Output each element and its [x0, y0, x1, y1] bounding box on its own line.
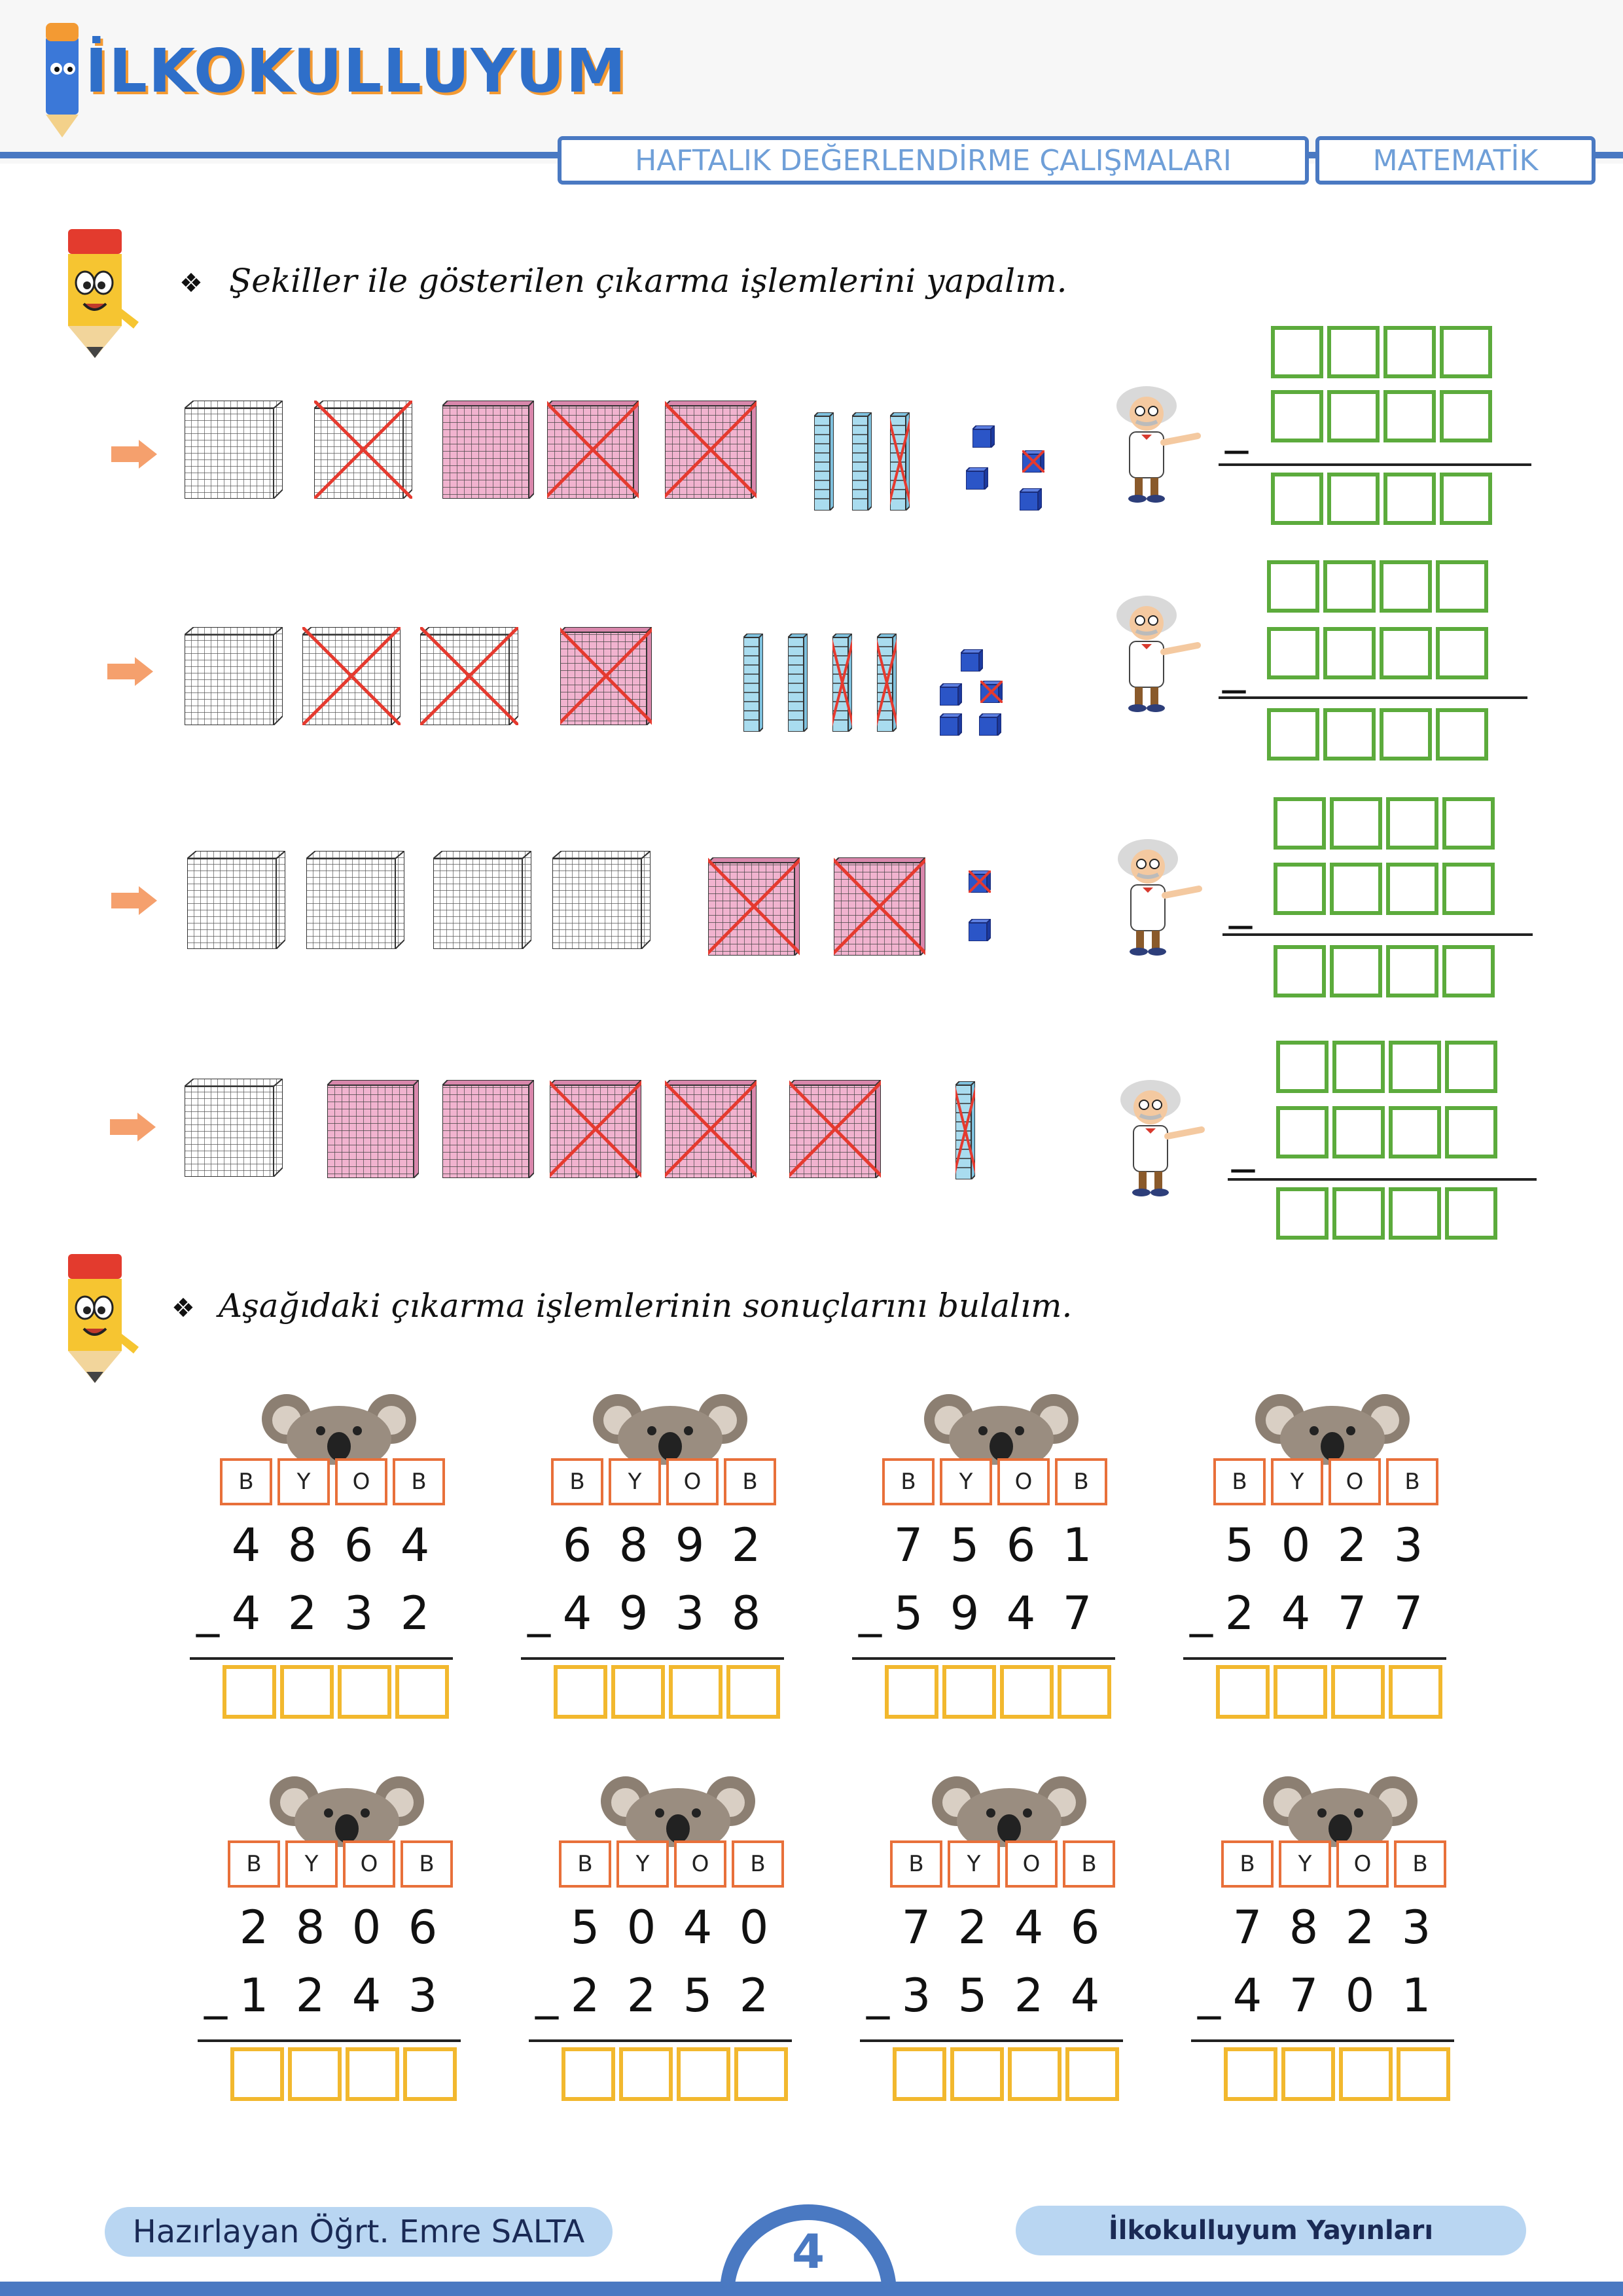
minuend-digit: 2	[1345, 1901, 1375, 1954]
subtraction-line	[198, 2039, 461, 2042]
thousand-cube-crossed	[420, 627, 518, 728]
subtraction-line	[1228, 1178, 1537, 1181]
result-answer-box[interactable]	[554, 1665, 607, 1719]
subtrahend-digit: 5	[957, 1969, 988, 2022]
unit-cube-crossed	[1022, 450, 1044, 475]
result-answer-box[interactable]	[1389, 1665, 1442, 1719]
subtrahend-digit: 7	[1337, 1587, 1367, 1640]
subtrahend-digit: 2	[287, 1587, 317, 1640]
place-value-label: B	[393, 1458, 445, 1505]
result-answer-box[interactable]	[1065, 2047, 1119, 2101]
result-answer-box[interactable]	[1330, 945, 1382, 997]
thousand-cube-crossed	[302, 627, 401, 728]
place-value-label: B	[559, 1840, 611, 1888]
ten-rod	[743, 634, 763, 734]
subtrahend-digit: 5	[683, 1969, 713, 2022]
minuend-digit: 2	[1337, 1518, 1367, 1572]
instruction-1: Şekiller ile gösterilen çıkarma işlemlerini yapalım.	[229, 262, 1067, 300]
subtrahend-answer-box[interactable]	[1332, 1106, 1385, 1158]
place-value-label: O	[674, 1840, 726, 1888]
ten-rod-crossed	[890, 412, 910, 513]
result-answer-box[interactable]	[1058, 1665, 1111, 1719]
minuend-digit: 1	[1062, 1518, 1092, 1572]
minuend-answer-box[interactable]	[1445, 1041, 1497, 1093]
instruction-2: Aşağıdaki çıkarma işlemlerinin sonuçlarını bulalım.	[219, 1287, 1073, 1325]
bullet-diamond-icon: ❖	[171, 1293, 195, 1323]
place-value-label: O	[335, 1458, 387, 1505]
place-value-label: B	[1055, 1458, 1107, 1505]
minus-sign: _	[859, 1584, 882, 1638]
subtrahend-digit: 3	[675, 1587, 705, 1640]
place-value-label: B	[1063, 1840, 1115, 1888]
subtrahend-digit: 4	[231, 1587, 261, 1640]
subtrahend-digit: 4	[562, 1587, 592, 1640]
pencil-mascot-icon	[60, 224, 145, 361]
hundred-flat-crossed	[560, 627, 652, 728]
result-answer-box[interactable]	[1274, 1665, 1327, 1719]
result-answer-box[interactable]	[1331, 1665, 1385, 1719]
arrow-right-icon	[107, 657, 153, 686]
publisher-label: İlkokulluyum Yayınları	[1016, 2206, 1526, 2255]
minuend-digit: 6	[562, 1518, 592, 1572]
minus-sign: _	[1198, 1966, 1221, 2020]
hundred-flat-crossed	[789, 1080, 881, 1181]
subtrahend-answer-box[interactable]	[1327, 390, 1380, 442]
place-value-label: B	[551, 1458, 603, 1505]
minuend-answer-box[interactable]	[1440, 326, 1492, 378]
result-answer-box[interactable]	[1323, 708, 1376, 761]
arrow-right-icon	[111, 886, 157, 915]
minuend-answer-box[interactable]	[1332, 1041, 1385, 1093]
subtrahend-digit: 4	[1281, 1587, 1311, 1640]
minuend-digit: 8	[618, 1518, 649, 1572]
subtraction-line	[852, 1657, 1115, 1660]
minuend-answer-box[interactable]	[1442, 797, 1495, 850]
minuend-digit: 0	[1281, 1518, 1311, 1572]
place-value-label: O	[1005, 1840, 1058, 1888]
place-value-label: B	[724, 1458, 776, 1505]
page-number: 4	[791, 2224, 825, 2279]
place-value-label: Y	[616, 1840, 669, 1888]
brand-logo: İLKOKULLUYUM	[85, 36, 628, 106]
minus-sign: _	[1225, 401, 1248, 454]
subtraction-line	[1191, 2039, 1454, 2042]
koala-icon	[1254, 1393, 1411, 1465]
ten-rod-crossed	[832, 634, 852, 734]
result-answer-box[interactable]	[1445, 1187, 1497, 1240]
subtrahend-answer-box[interactable]	[1389, 1106, 1441, 1158]
pencil-mascot-icon	[60, 1249, 145, 1386]
subtrahend-digit: 7	[1062, 1587, 1092, 1640]
minuend-digit: 0	[351, 1901, 382, 1954]
result-answer-box[interactable]	[1327, 473, 1380, 525]
thousand-cube	[552, 851, 651, 952]
result-answer-box[interactable]	[1442, 945, 1495, 997]
minuend-digit: 3	[1401, 1901, 1431, 1954]
result-answer-box[interactable]	[1386, 945, 1438, 997]
result-answer-box[interactable]	[726, 1665, 780, 1719]
minuend-answer-box[interactable]	[1267, 560, 1319, 613]
result-answer-box[interactable]	[669, 1665, 722, 1719]
result-answer-box[interactable]	[346, 2047, 399, 2101]
place-value-label: B	[1213, 1458, 1266, 1505]
minuend-answer-box[interactable]	[1330, 797, 1382, 850]
subtraction-line	[860, 2039, 1123, 2042]
result-answer-box[interactable]	[223, 1665, 276, 1719]
result-answer-box[interactable]	[619, 2047, 673, 2101]
result-answer-box[interactable]	[403, 2047, 457, 2101]
place-value-label: B	[1386, 1458, 1438, 1505]
footer-divider	[0, 2282, 1623, 2296]
result-answer-box[interactable]	[1332, 1187, 1385, 1240]
subtrahend-digit: 4	[351, 1969, 382, 2022]
result-answer-box[interactable]	[1276, 1187, 1329, 1240]
place-value-label: B	[1221, 1840, 1274, 1888]
worksheet-title: HAFTALIK DEĞERLENDİRME ÇALIŞMALARI	[558, 136, 1309, 185]
subtrahend-digit: 4	[1006, 1587, 1036, 1640]
hundred-flat-crossed	[665, 1080, 757, 1181]
minuend-digit: 0	[626, 1901, 656, 1954]
scientist-icon	[1107, 833, 1219, 957]
unit-cube	[1020, 488, 1042, 513]
subtrahend-digit: 2	[739, 1969, 769, 2022]
subtrahend-digit: 5	[893, 1587, 923, 1640]
place-value-label: B	[220, 1458, 272, 1505]
subtrahend-answer-box[interactable]	[1386, 863, 1438, 915]
subtrahend-answer-box[interactable]	[1383, 390, 1436, 442]
subtraction-line	[521, 1657, 784, 1660]
hundred-flat-crossed	[550, 1080, 641, 1181]
subtrahend-answer-box[interactable]	[1440, 390, 1492, 442]
place-value-label: B	[890, 1840, 942, 1888]
subtraction-line	[1219, 463, 1531, 466]
hundred-flat-crossed	[665, 401, 757, 501]
ten-rod	[814, 412, 834, 513]
unit-cube	[966, 467, 988, 492]
thousand-cube	[433, 851, 531, 952]
hundred-flat-crossed	[834, 857, 925, 958]
unit-cube	[940, 713, 962, 738]
result-answer-box[interactable]	[1008, 2047, 1061, 2101]
place-value-label: Y	[609, 1458, 661, 1505]
subtrahend-answer-box[interactable]	[1445, 1106, 1497, 1158]
koala-icon	[1262, 1775, 1419, 1847]
subtraction-line	[1219, 696, 1527, 699]
unit-cube	[979, 713, 1001, 738]
minuend-digit: 6	[1006, 1518, 1036, 1572]
result-answer-box[interactable]	[1440, 473, 1492, 525]
place-value-label: Y	[1271, 1458, 1323, 1505]
minuend-answer-box[interactable]	[1327, 326, 1380, 378]
minuend-digit: 7	[1232, 1901, 1262, 1954]
result-answer-box[interactable]	[1216, 1665, 1270, 1719]
result-answer-box[interactable]	[230, 2047, 284, 2101]
subtrahend-digit: 1	[1401, 1969, 1431, 2022]
koala-icon	[923, 1393, 1080, 1465]
subtrahend-answer-box[interactable]	[1267, 627, 1319, 679]
minuend-digit: 5	[950, 1518, 980, 1572]
minuend-digit: 4	[683, 1901, 713, 1954]
minuend-digit: 4	[1014, 1901, 1044, 1954]
minuend-digit: 7	[893, 1518, 923, 1572]
koala-icon	[592, 1393, 749, 1465]
subtrahend-digit: 0	[1345, 1969, 1375, 2022]
subtrahend-answer-box[interactable]	[1274, 863, 1326, 915]
thousand-cube	[185, 627, 283, 728]
subtrahend-answer-box[interactable]	[1330, 863, 1382, 915]
subtrahend-digit: 7	[1393, 1587, 1423, 1640]
subtrahend-digit: 4	[1232, 1969, 1262, 2022]
result-answer-box[interactable]	[1274, 945, 1326, 997]
hundred-flat	[442, 401, 534, 501]
result-answer-box[interactable]	[1339, 2047, 1393, 2101]
subtrahend-digit: 4	[1070, 1969, 1100, 2022]
place-value-label: O	[343, 1840, 395, 1888]
result-answer-box[interactable]	[338, 1665, 391, 1719]
place-value-label: O	[1336, 1840, 1389, 1888]
place-value-label: Y	[940, 1458, 992, 1505]
subtrahend-answer-box[interactable]	[1380, 627, 1432, 679]
place-value-label: B	[732, 1840, 784, 1888]
subtraction-line	[529, 2039, 792, 2042]
minuend-answer-box[interactable]	[1383, 326, 1436, 378]
result-answer-box[interactable]	[1389, 1187, 1441, 1240]
subtrahend-digit: 1	[239, 1969, 269, 2022]
minuend-digit: 8	[295, 1901, 325, 1954]
result-answer-box[interactable]	[1271, 473, 1323, 525]
result-answer-box[interactable]	[288, 2047, 342, 2101]
place-value-label: B	[401, 1840, 453, 1888]
minuend-answer-box[interactable]	[1380, 560, 1432, 613]
unit-cube	[940, 683, 962, 708]
result-answer-box[interactable]	[1397, 2047, 1450, 2101]
result-answer-box[interactable]	[611, 1665, 665, 1719]
result-answer-box[interactable]	[1267, 708, 1319, 761]
thousand-cube-crossed	[314, 401, 412, 501]
place-value-label: O	[666, 1458, 719, 1505]
arrow-right-icon	[110, 1113, 156, 1141]
thousand-cube	[185, 401, 283, 501]
subtrahend-digit: 2	[1014, 1969, 1044, 2022]
unit-cube-crossed	[980, 681, 1003, 706]
minuend-answer-box[interactable]	[1436, 560, 1488, 613]
minuend-digit: 2	[239, 1901, 269, 1954]
thousand-cube	[185, 1079, 283, 1179]
subtrahend-digit: 9	[950, 1587, 980, 1640]
koala-icon	[599, 1775, 757, 1847]
arrow-right-icon	[111, 440, 157, 469]
unit-cube	[972, 425, 995, 450]
minuend-digit: 2	[957, 1901, 988, 1954]
minus-sign: _	[866, 1966, 889, 2020]
subtrahend-digit: 3	[344, 1587, 374, 1640]
result-answer-box[interactable]	[1000, 1665, 1054, 1719]
hundred-flat-crossed	[708, 857, 800, 958]
thousand-cube	[306, 851, 404, 952]
koala-icon	[268, 1775, 425, 1847]
minus-sign: _	[1229, 876, 1252, 929]
ten-rod	[852, 412, 872, 513]
result-answer-box[interactable]	[1380, 708, 1432, 761]
subtraction-line	[1222, 933, 1533, 936]
scientist-icon	[1106, 380, 1217, 504]
thousand-cube	[187, 851, 285, 952]
subtrahend-digit: 2	[400, 1587, 430, 1640]
subtrahend-digit: 2	[1224, 1587, 1255, 1640]
subtrahend-digit: 7	[1289, 1969, 1319, 2022]
ten-rod-crossed	[877, 634, 897, 734]
result-answer-box[interactable]	[893, 2047, 946, 2101]
place-value-label: O	[997, 1458, 1050, 1505]
author-label: Hazırlayan Öğrt. Emre SALTA	[105, 2207, 613, 2257]
place-value-label: Y	[1279, 1840, 1331, 1888]
subtraction-line	[1183, 1657, 1446, 1660]
minus-sign: _	[527, 1584, 550, 1638]
result-answer-box[interactable]	[1383, 473, 1436, 525]
minuend-digit: 3	[1393, 1518, 1423, 1572]
minuend-answer-box[interactable]	[1323, 560, 1376, 613]
result-answer-box[interactable]	[942, 1665, 996, 1719]
result-answer-box[interactable]	[677, 2047, 730, 2101]
place-value-label: O	[1329, 1458, 1381, 1505]
minuend-answer-box[interactable]	[1386, 797, 1438, 850]
minuend-digit: 8	[287, 1518, 317, 1572]
result-answer-box[interactable]	[885, 1665, 938, 1719]
ten-rod-crossed	[955, 1081, 975, 1182]
minus-sign: _	[196, 1584, 219, 1638]
unit-cube	[969, 919, 991, 944]
minus-sign: _	[204, 1966, 227, 2020]
subtrahend-digit: 8	[731, 1587, 761, 1640]
minuend-answer-box[interactable]	[1276, 1041, 1329, 1093]
minuend-answer-box[interactable]	[1271, 326, 1323, 378]
subtrahend-digit: 2	[570, 1969, 600, 2022]
subject-label: MATEMATİK	[1315, 136, 1596, 185]
subtrahend-digit: 3	[408, 1969, 438, 2022]
minuend-digit: 0	[739, 1901, 769, 1954]
unit-cube	[961, 649, 983, 674]
place-value-label: B	[1394, 1840, 1446, 1888]
minuend-digit: 7	[901, 1901, 931, 1954]
minuend-digit: 6	[408, 1901, 438, 1954]
subtrahend-answer-box[interactable]	[1436, 627, 1488, 679]
minuend-digit: 8	[1289, 1901, 1319, 1954]
minuend-answer-box[interactable]	[1274, 797, 1326, 850]
minus-sign: _	[1190, 1584, 1213, 1638]
minus-sign: _	[1232, 1119, 1255, 1173]
koala-icon	[260, 1393, 418, 1465]
subtrahend-answer-box[interactable]	[1271, 390, 1323, 442]
pencil-mascot-icon	[33, 16, 92, 141]
subtrahend-digit: 3	[901, 1969, 931, 2022]
subtrahend-answer-box[interactable]	[1276, 1106, 1329, 1158]
result-answer-box[interactable]	[950, 2047, 1004, 2101]
ten-rod	[788, 634, 808, 734]
hundred-flat-crossed	[547, 401, 639, 501]
minuend-digit: 9	[675, 1518, 705, 1572]
subtrahend-answer-box[interactable]	[1442, 863, 1495, 915]
place-value-label: B	[228, 1840, 280, 1888]
minuend-answer-box[interactable]	[1389, 1041, 1441, 1093]
minus-sign: _	[535, 1966, 558, 2020]
result-answer-box[interactable]	[395, 1665, 449, 1719]
scientist-icon	[1106, 589, 1217, 713]
result-answer-box[interactable]	[734, 2047, 788, 2101]
minuend-digit: 2	[731, 1518, 761, 1572]
minuend-digit: 4	[400, 1518, 430, 1572]
minus-sign: _	[1222, 640, 1245, 694]
minuend-digit: 4	[231, 1518, 261, 1572]
place-value-label: B	[882, 1458, 935, 1505]
hundred-flat	[327, 1080, 419, 1181]
scientist-icon	[1110, 1073, 1221, 1198]
subtrahend-digit: 2	[295, 1969, 325, 2022]
minuend-digit: 5	[1224, 1518, 1255, 1572]
result-answer-box[interactable]	[280, 1665, 334, 1719]
subtrahend-digit: 9	[618, 1587, 649, 1640]
unit-cube-crossed	[969, 870, 991, 895]
result-answer-box[interactable]	[1436, 708, 1488, 761]
subtrahend-digit: 2	[626, 1969, 656, 2022]
place-value-label: Y	[277, 1458, 330, 1505]
minuend-digit: 6	[1070, 1901, 1100, 1954]
subtrahend-answer-box[interactable]	[1323, 627, 1376, 679]
minuend-digit: 5	[570, 1901, 600, 1954]
bullet-diamond-icon: ❖	[179, 268, 203, 298]
place-value-label: Y	[285, 1840, 338, 1888]
result-answer-box[interactable]	[562, 2047, 615, 2101]
result-answer-box[interactable]	[1281, 2047, 1335, 2101]
hundred-flat	[442, 1080, 534, 1181]
result-answer-box[interactable]	[1224, 2047, 1277, 2101]
koala-icon	[931, 1775, 1088, 1847]
subtraction-line	[190, 1657, 453, 1660]
minuend-digit: 6	[344, 1518, 374, 1572]
place-value-label: Y	[948, 1840, 1000, 1888]
